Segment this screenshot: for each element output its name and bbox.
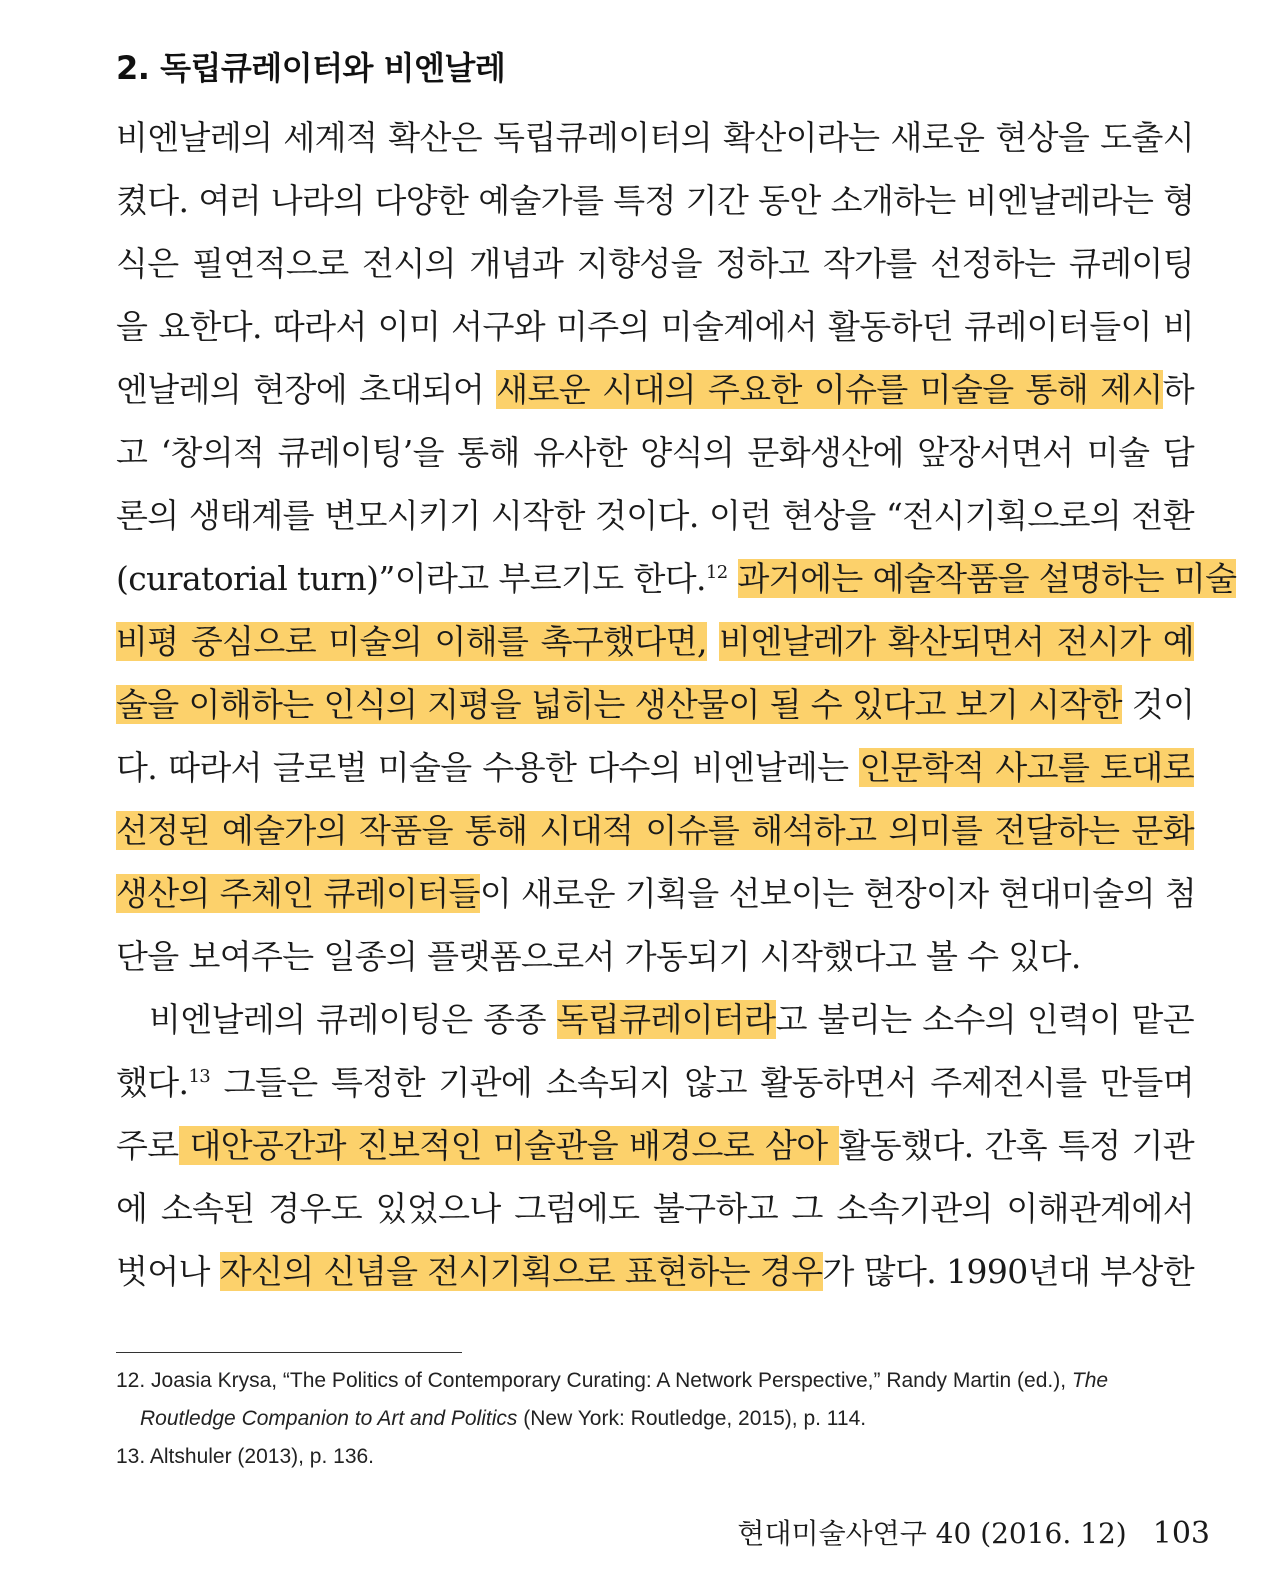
text-line — [116, 610, 1194, 673]
highlighted-text: 새로운 시대의 주요한 이슈를 미술을 통해 제시 — [496, 370, 1163, 409]
text-line — [116, 673, 1194, 736]
footnote-text: Altshuler (2013), p. 136. — [145, 1445, 375, 1468]
highlighted-text: 독립큐레이터라 — [556, 1000, 776, 1039]
text-segment: 했다. — [116, 1063, 189, 1102]
text-segment: 가 많다. 1990년대 부상한 — [822, 1252, 1194, 1291]
page-number: 103 — [1152, 1516, 1210, 1551]
text-segment: 고 불리는 소수의 인력이 맡곤 — [775, 1000, 1194, 1039]
text-segment — [728, 559, 738, 598]
text-line: 론의 생태계를 변모시키기 시작한 것이다. 이런 현상을 “전시기획으로의 전환 — [116, 496, 1194, 535]
footnote-text: (New York: Routledge, 2015), p. 114. — [517, 1407, 867, 1430]
highlighted-text: 인문학적 사고를 토대로 — [859, 748, 1194, 787]
text-line — [116, 1240, 1194, 1303]
text-segment: 것이 — [1121, 685, 1195, 724]
journal-name: 현대미술사연구 40 (2016. 12) — [737, 1517, 1127, 1550]
footnote-italic: The — [1071, 1369, 1109, 1392]
section-title: 2. 독립큐레이터와 비엔날레 — [116, 49, 506, 87]
text-line: 단을 보여주는 일종의 플랫폼으로서 가동되기 시작했다고 볼 수 있다. — [116, 937, 1081, 976]
text-segment — [707, 622, 719, 661]
footnote-text: Joasia Krysa, “The Politics of Contemporary Curating: A Network Perspective,” Randy Martin (ed.), — [145, 1369, 1072, 1392]
footnote-12 — [116, 1362, 1194, 1438]
footnote-number: 13. — [116, 1445, 146, 1468]
footnote-number: 12. — [116, 1369, 146, 1392]
highlighted-text: 술을 이해하는 인식의 지평을 넓히는 생산물이 될 수 있다고 보기 시작한 — [116, 685, 1122, 724]
footnote-reference[interactable]: 13 — [188, 1066, 211, 1087]
text-segment: 하 — [1162, 370, 1194, 409]
text-line — [116, 547, 1237, 610]
footnote-continuation — [116, 1400, 1194, 1438]
body-paragraphs — [116, 106, 1237, 1303]
text-line: 에 소속된 경우도 있었으나 그럼에도 불구하고 그 소속기관의 이해관계에서 — [116, 1189, 1194, 1228]
highlighted-text: 자신의 신념을 전시기획으로 표현하는 경우 — [219, 1252, 823, 1291]
text-line: 식은 필연적으로 전시의 개념과 지향성을 정하고 작가를 선정하는 큐레이팅 — [116, 244, 1194, 283]
footnote-italic: Routledge Companion to Art and Politics — [140, 1407, 518, 1430]
text-line — [116, 1051, 1194, 1114]
text-line — [116, 1114, 1194, 1177]
text-line: 고 ‘창의적 큐레이팅’을 통해 유사한 양식의 문화생산에 앞장서면서 미술 담 — [116, 433, 1194, 472]
text-segment: 엔날레의 현장에 초대되어 — [116, 370, 497, 409]
text-line — [116, 988, 1194, 1051]
text-segment: 다. 따라서 글로벌 미술을 수용한 다수의 비엔날레는 — [116, 748, 860, 787]
text-segment: (curatorial turn)”이라고 부르기도 한다. — [116, 559, 706, 598]
text-segment: 벗어나 — [116, 1252, 220, 1291]
highlighted-text: 과거에는 예술작품을 설명하는 미술 — [737, 559, 1237, 598]
text-line: 을 요한다. 따라서 이미 서구와 미주의 미술계에서 활동하던 큐레이터들이 비 — [116, 307, 1194, 346]
text-line: 비엔날레의 세계적 확산은 독립큐레이터의 확산이라는 새로운 현상을 도출시 — [116, 118, 1194, 157]
text-segment: 활동했다. 간혹 특정 기관 — [838, 1126, 1194, 1165]
text-line — [116, 736, 1194, 799]
highlighted-text: 선정된 예술가의 작품을 통해 시대적 이슈를 해석하고 의미를 전달하는 문화 — [116, 811, 1194, 850]
footnote-divider — [116, 1352, 462, 1353]
text-segment: 그들은 특정한 기관에 소속되지 않고 활동하면서 주제전시를 만들며 — [210, 1063, 1194, 1102]
text-segment: 비엔날레의 큐레이팅은 종종 — [149, 1000, 557, 1039]
footnote-13 — [116, 1438, 1194, 1476]
highlighted-text: 대안공간과 진보적인 미술관을 배경으로 삼아 — [178, 1126, 839, 1165]
text-line — [116, 799, 1194, 862]
text-segment: 이 새로운 기획을 선보이는 현장이자 현대미술의 첨 — [479, 874, 1197, 913]
text-segment: 주로 — [116, 1126, 179, 1165]
footnote-reference[interactable]: 12 — [705, 562, 728, 583]
text-line: 켰다. 여러 나라의 다양한 예술가를 특정 기간 동안 소개하는 비엔날레라는 형 — [116, 181, 1195, 220]
highlighted-text: 비엔날레가 확산되면서 전시가 예 — [719, 622, 1194, 661]
text-line — [116, 358, 1194, 421]
highlighted-text: 비평 중심으로 미술의 이해를 촉구했다면, — [116, 622, 707, 661]
footnotes — [116, 1362, 1194, 1476]
page-footer — [737, 1514, 1210, 1554]
highlighted-text: 생산의 주체인 큐레이터들 — [116, 874, 480, 913]
text-line — [116, 862, 1197, 925]
